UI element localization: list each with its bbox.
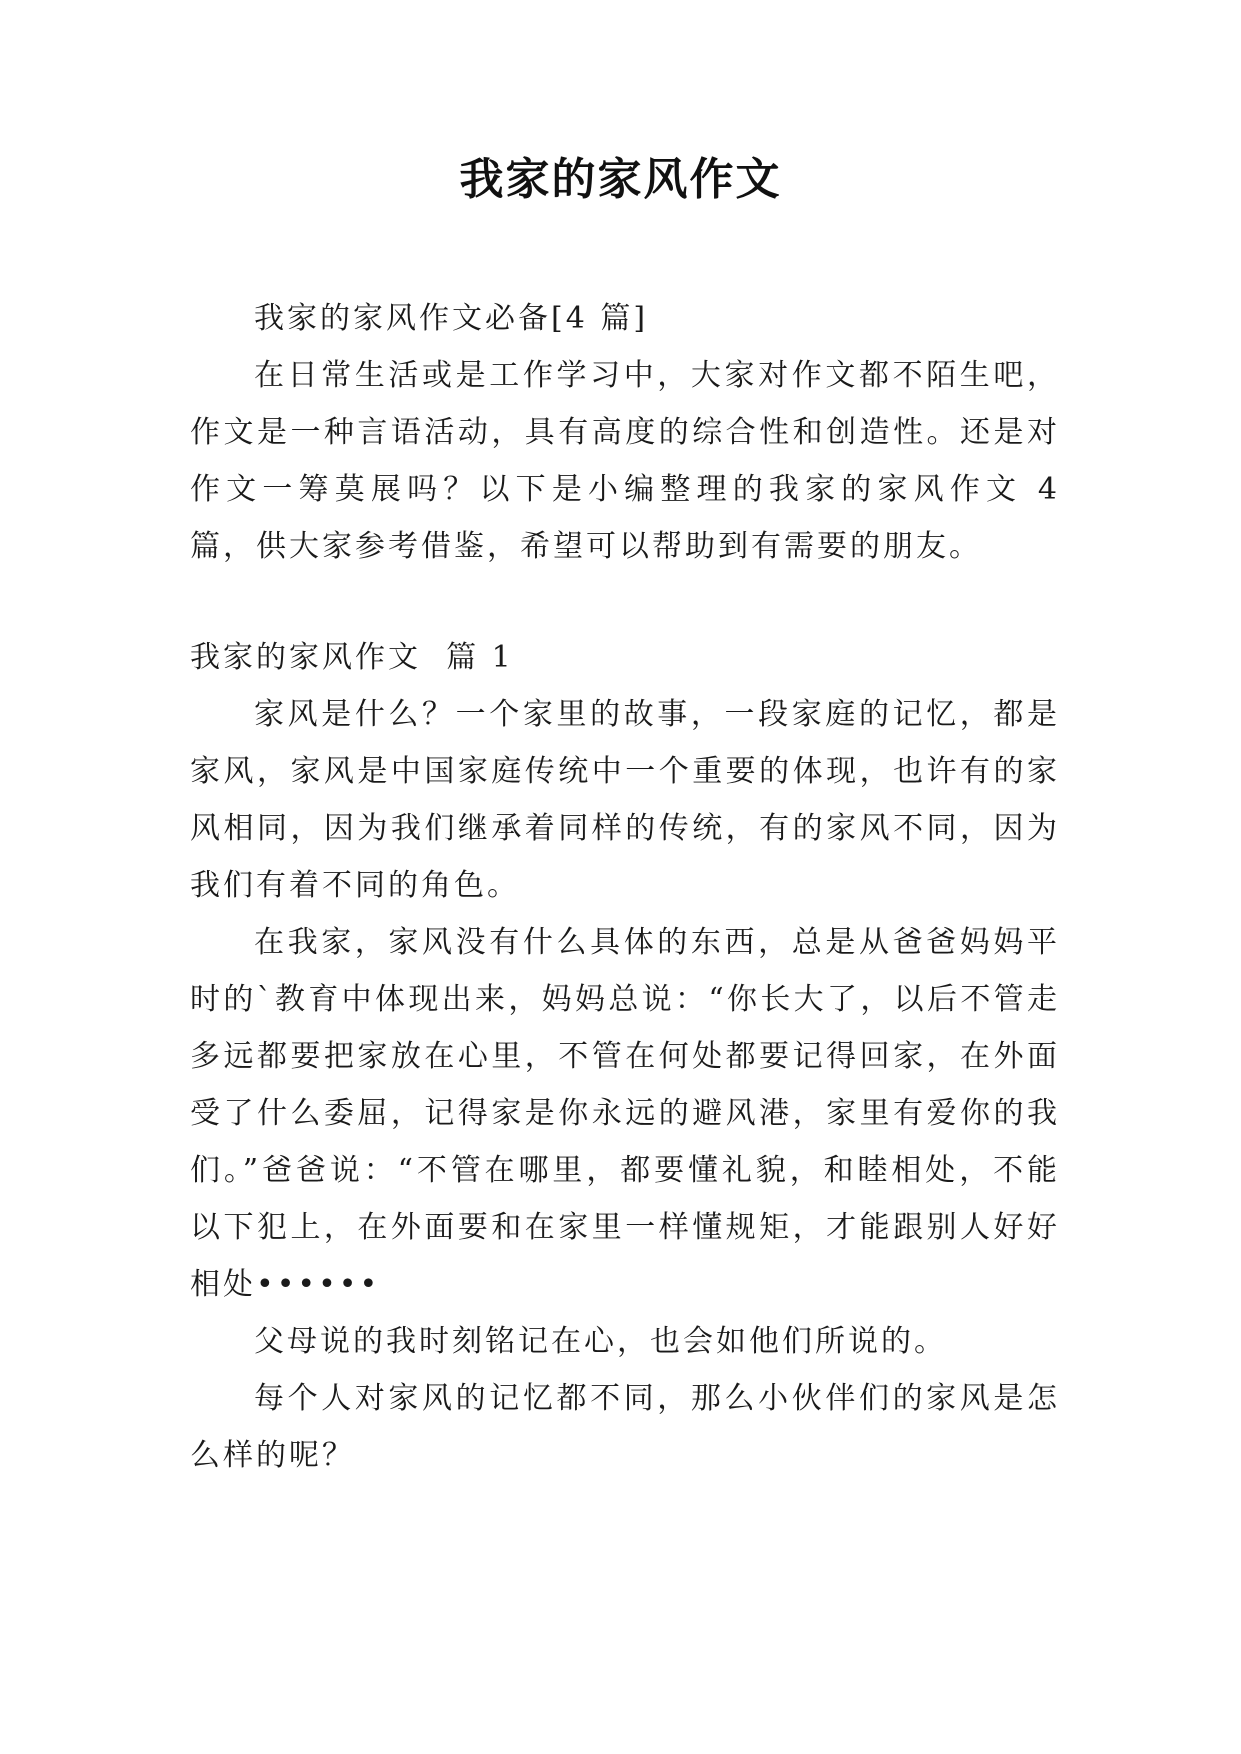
body-paragraph-1: 家风是什么？一个家里的故事，一段家庭的记忆，都是家风，家风是中国家庭传统中一个重要的体现，也许有的家风相同，因为我们继承着同样的传统，有的家风不同，因为我们有着不同的角色。: [190, 697, 1060, 903]
section-gap: [190, 575, 1060, 629]
document-subtitle: 我家的家风作文必备[4 篇]: [254, 301, 649, 336]
body-paragraph-3: 父母说的我时刻铭记在心，也会如他们所说的。: [254, 1324, 947, 1359]
body-paragraph-2: 在我家，家风没有什么具体的东西，总是从爸爸妈妈平时的`教育中体现出来，妈妈总说：“你长大了，以后不管走多远都要把家放在心里，不管在何处都要记得回家，在外面受了什么委屈，记得家是你永远的避风港，家里有爱你的我们。”爸爸说：“不管在哪里，都要懂礼貌，和睦相处，不能以下犯上，在外面要和在家里一样懂规矩，才能跟别人好好相处••••••: [190, 925, 1060, 1302]
document-body: [190, 290, 1060, 1484]
section-heading: 我家的家风作文 篇 1: [190, 640, 514, 675]
intro-paragraph: 在日常生活或是工作学习中，大家对作文都不陌生吧，作文是一种言语活动，具有高度的综合性和创造性。还是对作文一筹莫展吗？以下是小编整理的我家的家风作文 4 篇，供大家参考借鉴，希望可以帮助到有需要的朋友。: [190, 358, 1060, 564]
body-paragraph-4: 每个人对家风的记忆都不同，那么小伙伴们的家风是怎么样的呢？: [190, 1381, 1060, 1473]
document-title: 我家的家风作文: [459, 154, 782, 205]
